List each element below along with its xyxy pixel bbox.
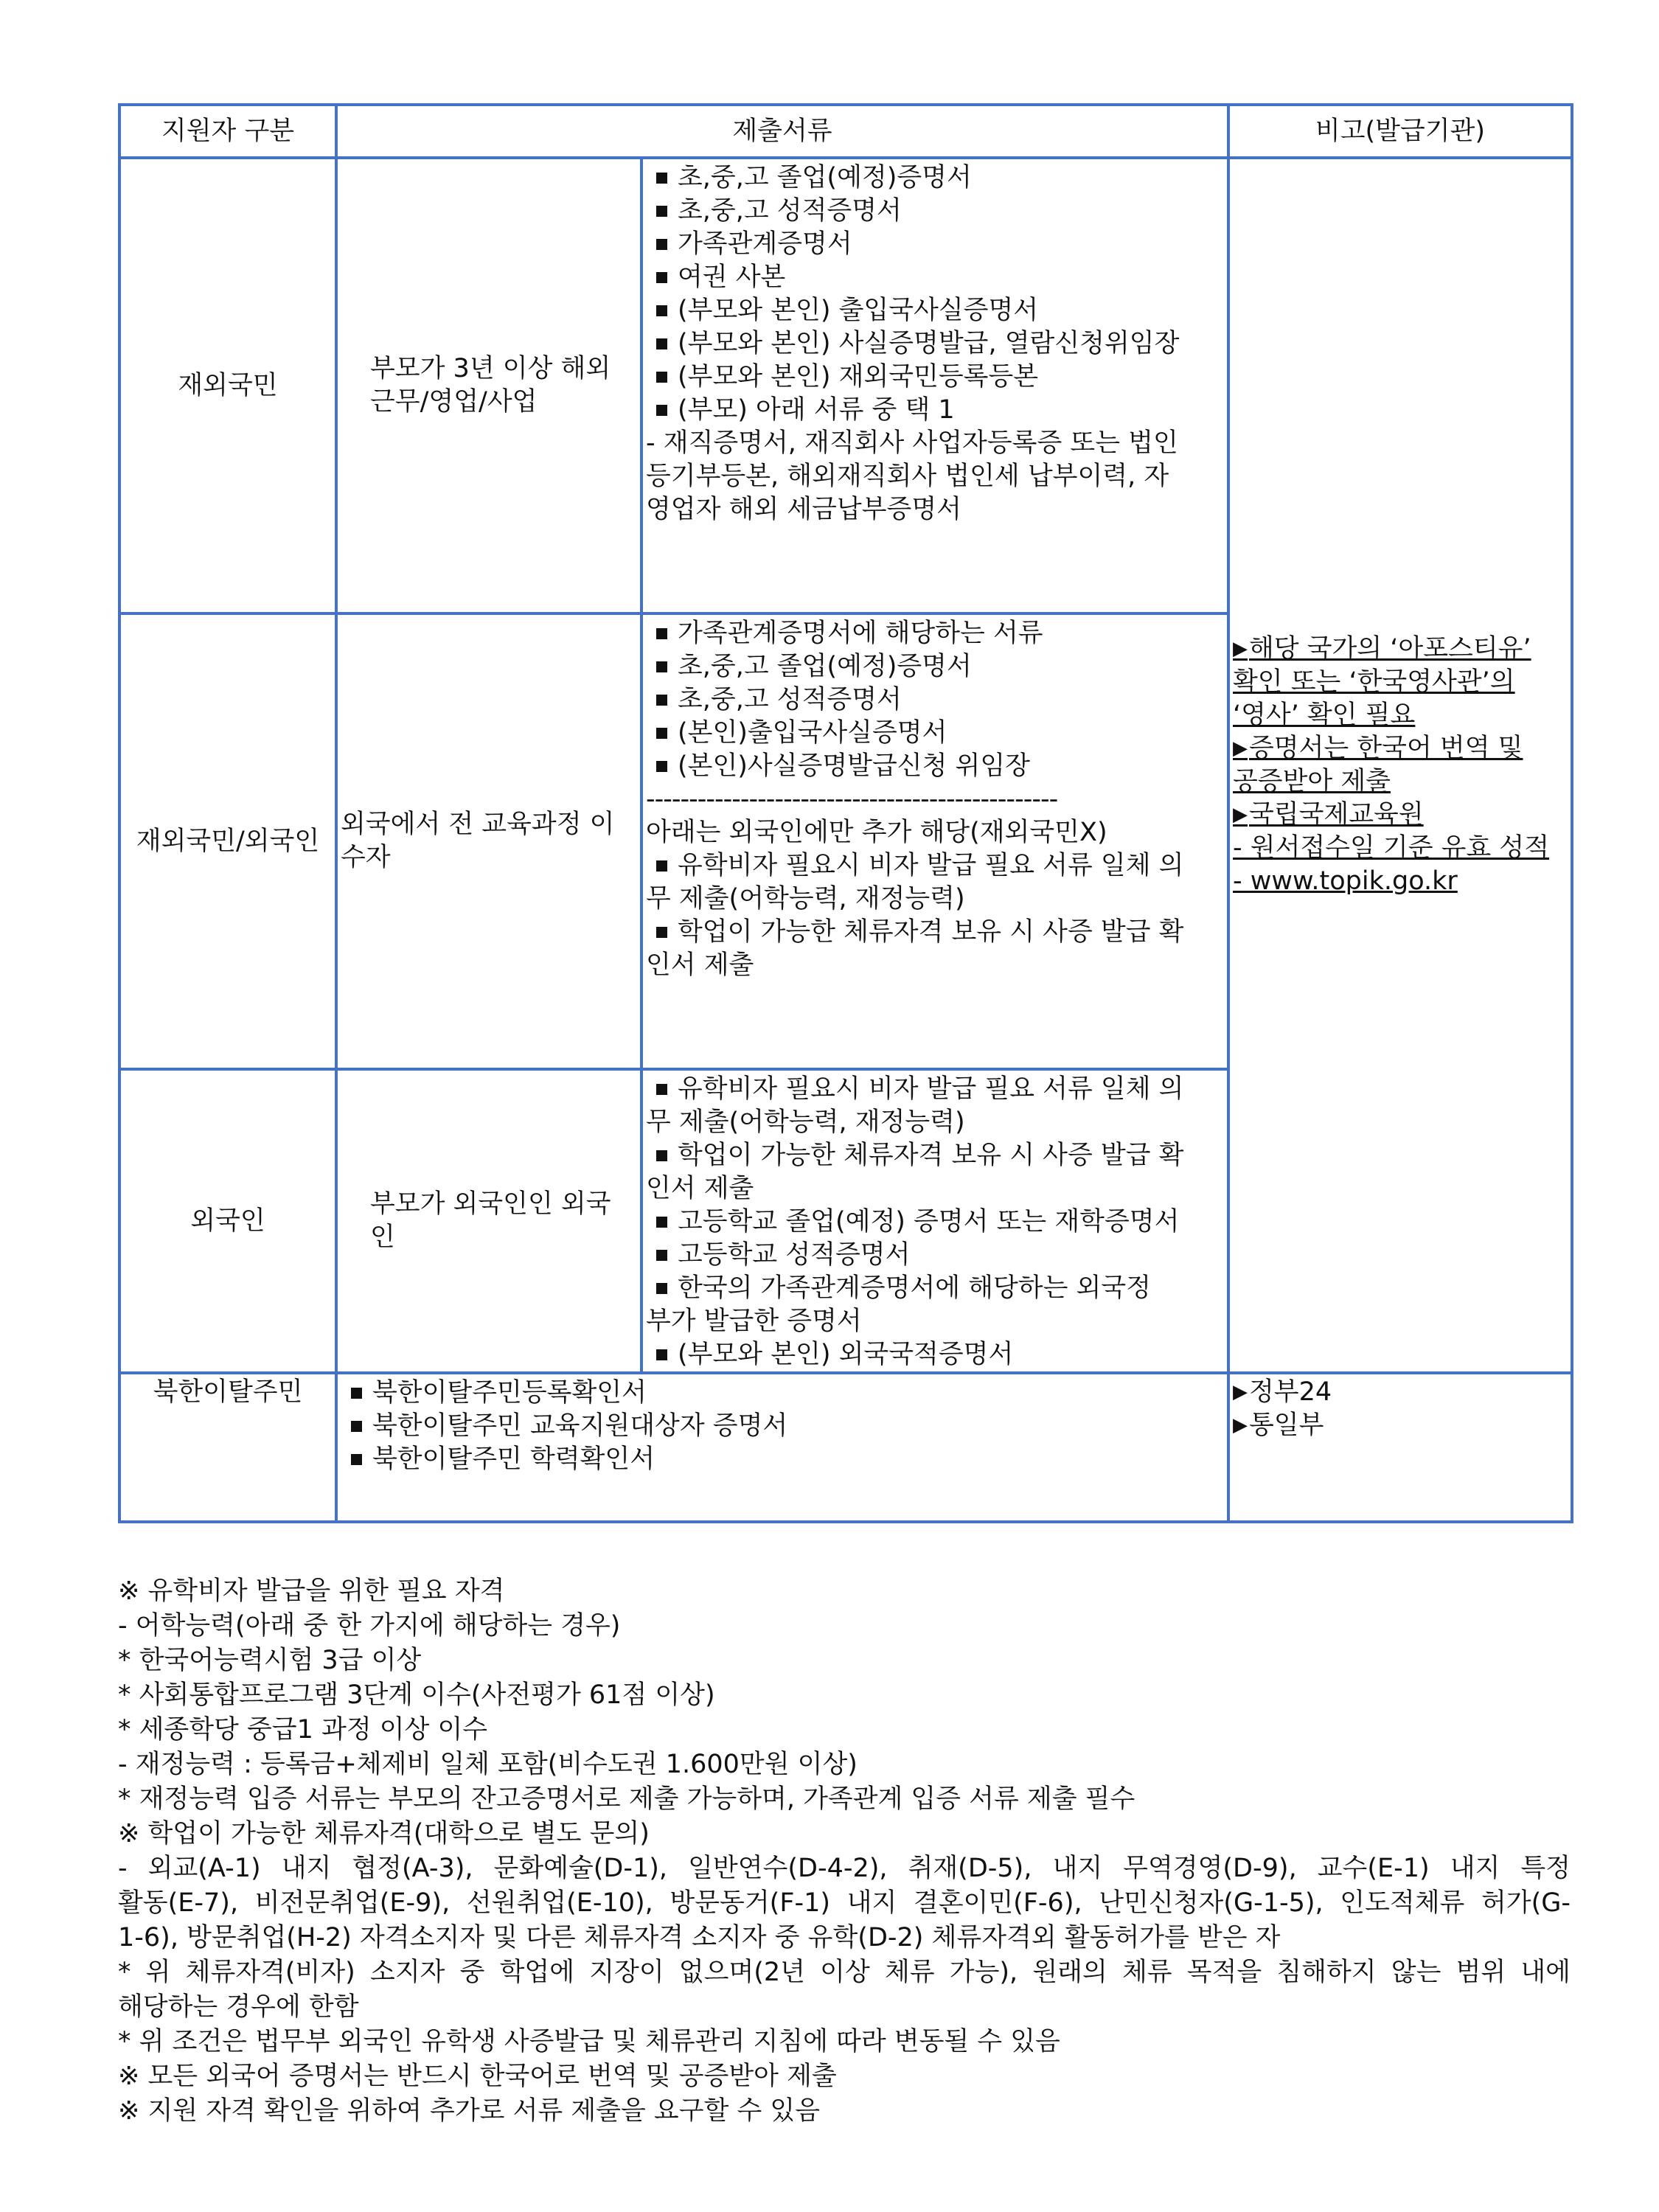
category-cell (119, 1069, 336, 1373)
note-line: ‘영사’ 확인 필요 (1233, 700, 1416, 730)
document-item: (부모와 본인) 사실증명발급, 열람신청위임장 (646, 327, 1225, 361)
documents-cell (641, 158, 1228, 613)
document-item: (본인)사실증명발급신청 위임장 (646, 750, 1225, 783)
footnote-line: * 위 체류자격(비자) 소지자 중 학업에 지장이 없으며(2년 이상 체류 가능), 원래의 체류 목적을 침해하지 않는 범위 내에 (118, 1958, 1571, 1987)
document-item-cont: 인서 제출 (646, 950, 754, 980)
condition-line: 외국에서 전 교육과정 이 (341, 810, 615, 839)
document-item: (부모와 본인) 출입국사실증명서 (646, 294, 1225, 327)
document-item: 초,중,고 성적증명서 (646, 684, 1225, 717)
footnote-line: ※ 유학비자 발급을 위한 필요 자격 (118, 1576, 505, 1606)
document-item: 북한이탈주민 교육지원대상자 증명서 (341, 1410, 1225, 1443)
category-label: 재외국민 (178, 370, 278, 400)
footnote-line: ※ 모든 외국어 증명서는 반드시 한국어로 번역 및 공증받아 제출 (118, 2062, 837, 2091)
document-item: (부모와 본인) 외국국적증명서 (646, 1338, 1225, 1371)
condition-line: 부모가 외국인인 외국 (370, 1189, 611, 1219)
note-line: - 원서접수일 기준 유효 성적 (1233, 833, 1550, 863)
category-label: 북한이탈주민 (153, 1377, 303, 1407)
note-line: ▶해당 국가의 ‘아포스티유’ (1233, 634, 1531, 664)
footnote-line: * 한국어능력시험 3급 이상 (118, 1646, 422, 1675)
triangle-bullet-icon: ▶ (1233, 804, 1248, 826)
condition-line: 수자 (341, 843, 391, 872)
document-item: 가족관계증명서에 해당하는 서류 (646, 617, 1225, 650)
table-row (119, 158, 1572, 613)
category-cell (119, 1373, 336, 1522)
footnote-line: - 외교(A-1) 내지 협정(A-3), 문화예술(D-1), 일반연수(D-4-2), 취재(D-5), 내지 무역경영(D-9), 교수(E-1) 내지 특정 (118, 1854, 1571, 1883)
note-line: 확인 또는 ‘한국영사관’의 (1233, 667, 1515, 697)
header-applicant-type: 지원자 구분 (119, 105, 336, 158)
document-item: 초,중,고 졸업(예정)증명서 (646, 161, 1225, 195)
document-item-cont: 무 제출(어학능력, 재정능력) (646, 884, 965, 914)
condition-cell (336, 613, 641, 1069)
document-item: 북한이탈주민등록확인서 (341, 1377, 1225, 1410)
condition-cell (336, 1069, 641, 1373)
condition-line: 근무/영업/사업 (370, 387, 538, 417)
footnote-line: 1-6), 방문취업(H-2) 자격소지자 및 다른 체류자격 소지자 중 유학(D-2) 체류자격외 활동허가를 받은 자 (118, 1923, 1281, 1952)
note-line: 공증받아 제출 (1233, 767, 1391, 796)
footnote-line: - 재정능력 : 등록금+체제비 일체 포함(비수도권 1.600만원 이상) (118, 1750, 858, 1779)
footnote-line: ※ 학업이 가능한 체류자격(대학으로 별도 문의) (118, 1819, 650, 1848)
document-item: (부모) 아래 서류 중 택 1 (646, 394, 1225, 427)
document-detail: - 재직증명서, 재직회사 사업자등록증 또는 법인 (646, 428, 1178, 458)
document-item: (부모와 본인) 재외국민등록등본 (646, 361, 1225, 394)
table-row (119, 1373, 1572, 1522)
condition-line: 부모가 3년 이상 해외 (370, 354, 611, 383)
document-item: 한국의 가족관계증명서에 해당하는 외국정 (646, 1272, 1225, 1305)
note-line: ▶증명서는 한국어 번역 및 (1233, 734, 1523, 763)
header-documents: 제출서류 (336, 105, 1228, 158)
footnote-line: * 세종학당 중급1 과정 이상 이수 (118, 1715, 488, 1745)
topik-link[interactable]: - www.topik.go.kr (1233, 866, 1458, 896)
footnote-line: * 재정능력 입증 서류는 부모의 잔고증명서로 제출 가능하며, 가족관계 입증 서류 제출 필수 (118, 1784, 1135, 1814)
category-cell (119, 158, 336, 613)
table-header-row (119, 105, 1572, 158)
document-item: 여권 사본 (646, 261, 1225, 294)
footnote-line: - 어학능력(아래 중 한 가지에 해당하는 경우) (118, 1611, 621, 1641)
document-detail: 등기부등본, 해외재직회사 법인세 납부이력, 자 (646, 462, 1169, 491)
note-line: ▶정부24 (1233, 1377, 1332, 1407)
note-line: ▶국립국제교육원 (1233, 800, 1424, 830)
footnote-line: 해당하는 경우에 한함 (118, 1992, 359, 2022)
condition-cell (336, 158, 641, 613)
document-item: (본인)출입국사실증명서 (646, 717, 1225, 750)
shared-notes-cell (1228, 158, 1572, 1373)
triangle-bullet-icon: ▶ (1233, 1414, 1248, 1436)
documents-cell (641, 1069, 1228, 1373)
document-item: 초,중,고 졸업(예정)증명서 (646, 650, 1225, 684)
document-item: 유학비자 필요시 비자 발급 필요 서류 일체 의 (646, 1073, 1225, 1106)
document-requirements-table (118, 103, 1573, 1523)
document-item: 학업이 가능한 체류자격 보유 시 사증 발급 확 (646, 1139, 1225, 1172)
document-item: 북한이탈주민 학력확인서 (341, 1443, 1225, 1476)
footnotes-section (118, 1574, 1571, 2129)
note-line: ▶통일부 (1233, 1411, 1324, 1440)
footnote-line: ※ 지원 자격 확인을 위하여 추가로 서류 제출을 요구할 수 있음 (118, 2096, 821, 2126)
document-item: 학업이 가능한 체류자격 보유 시 사증 발급 확 (646, 916, 1225, 949)
triangle-bullet-icon: ▶ (1233, 737, 1248, 759)
footnote-line: * 사회통합프로그램 3단계 이수(사전평가 61점 이상) (118, 1680, 715, 1710)
document-detail: 영업자 해외 세금납부증명서 (646, 495, 961, 524)
category-cell (119, 613, 336, 1069)
triangle-bullet-icon: ▶ (1233, 638, 1248, 660)
document-item: 유학비자 필요시 비자 발급 필요 서류 일체 의 (646, 849, 1225, 883)
header-notes: 비고(발급기관) (1228, 105, 1572, 158)
category-label: 외국인 (190, 1206, 265, 1236)
document-item-cont: 무 제출(어학능력, 재정능력) (646, 1107, 965, 1137)
document-item: 가족관계증명서 (646, 228, 1225, 261)
separator-line: ------------------------------------------------ (646, 785, 1058, 814)
notes-cell (1228, 1373, 1572, 1522)
category-label: 재외국민/외국인 (136, 826, 320, 856)
document-item-cont: 부가 발급한 증명서 (646, 1307, 862, 1336)
footnote-line: * 위 조건은 법무부 외국인 유학생 사증발급 및 체류관리 지침에 따라 변동될 수 있음 (118, 2027, 1060, 2056)
documents-cell (641, 613, 1228, 1069)
condition-line: 인 (370, 1222, 395, 1252)
document-item: 초,중,고 성적증명서 (646, 195, 1225, 228)
documents-cell (336, 1373, 1228, 1522)
document-item: 고등학교 성적증명서 (646, 1239, 1225, 1272)
document-item: 고등학교 졸업(예정) 증명서 또는 재학증명서 (646, 1206, 1225, 1239)
footnote-line: 활동(E-7), 비전문취업(E-9), 선원취업(E-10), 방문동거(F-1) 내지 결혼이민(F-6), 난민신청자(G-1-5), 인도적체류 허가(G- (118, 1888, 1571, 1918)
document-item-cont: 인서 제출 (646, 1174, 754, 1203)
foreign-only-title: 아래는 외국인에만 추가 해당(재외국민X) (646, 818, 1107, 847)
triangle-bullet-icon: ▶ (1233, 1381, 1248, 1403)
